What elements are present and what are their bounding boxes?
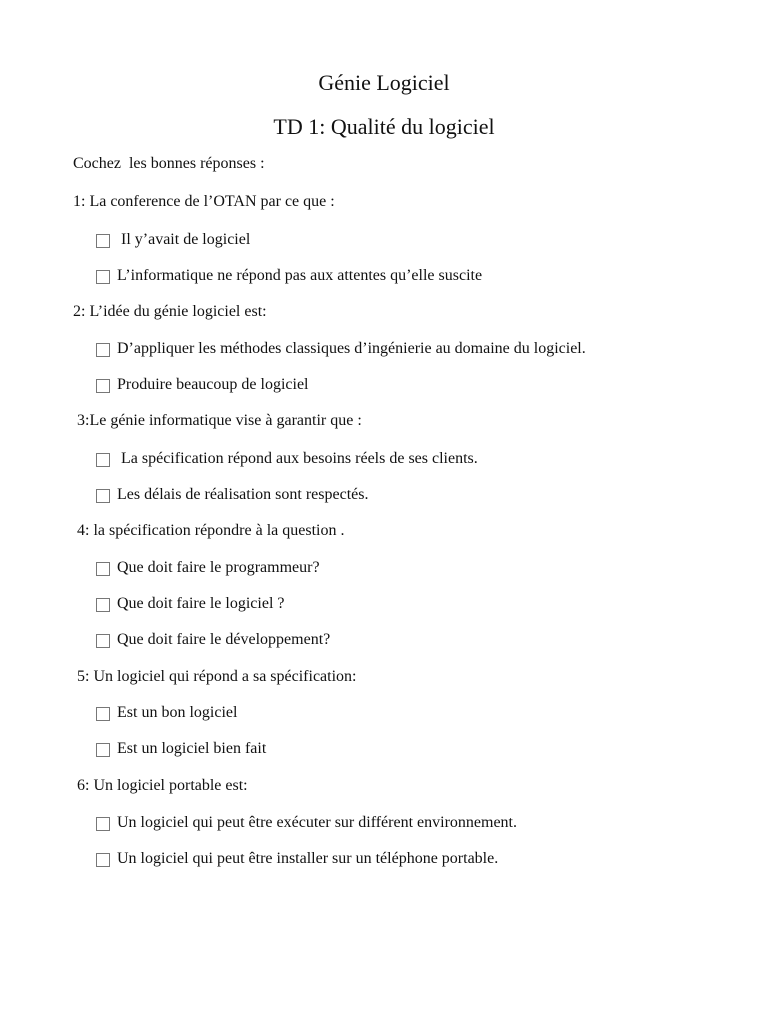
question-1: 1: La conference de l’OTAN par ce que : xyxy=(73,193,335,210)
option-label: Il y’avait de logiciel xyxy=(117,231,251,248)
question-4: 4: la spécification répondre à la question . xyxy=(73,522,345,539)
question-5: 5: Un logiciel qui répond a sa spécification: xyxy=(73,668,357,685)
question-5-option-2[interactable] xyxy=(96,739,266,759)
option-label: Est un logiciel bien fait xyxy=(117,740,267,757)
question-1-option-2[interactable] xyxy=(96,266,482,286)
checkbox[interactable] xyxy=(96,707,110,721)
checkbox[interactable] xyxy=(96,598,110,612)
checkbox[interactable] xyxy=(96,453,110,467)
checkbox[interactable] xyxy=(96,489,110,503)
option-label: Que doit faire le développement? xyxy=(117,631,331,648)
question-6-option-1[interactable] xyxy=(96,813,517,833)
checkbox[interactable] xyxy=(96,343,110,357)
question-6-option-2[interactable] xyxy=(96,849,498,869)
option-label: Produire beaucoup de logiciel xyxy=(117,376,309,393)
question-3: 3:Le génie informatique vise à garantir que : xyxy=(73,412,362,429)
checkbox[interactable] xyxy=(96,634,110,648)
option-label: D’appliquer les méthodes classiques d’ingénierie au domaine du logiciel. xyxy=(117,340,586,357)
checkbox[interactable] xyxy=(96,234,110,248)
question-2-option-2[interactable] xyxy=(96,375,309,395)
question-4-option-3[interactable] xyxy=(96,630,330,650)
question-4-option-1[interactable] xyxy=(96,558,320,578)
question-2: 2: L’idée du génie logiciel est: xyxy=(73,303,267,320)
document-subtitle: TD 1: Qualité du logiciel xyxy=(273,114,495,139)
checkbox[interactable] xyxy=(96,817,110,831)
question-4-option-2[interactable] xyxy=(96,594,284,614)
question-6: 6: Un logiciel portable est: xyxy=(73,777,248,794)
checkbox[interactable] xyxy=(96,562,110,576)
question-3-option-1[interactable] xyxy=(96,449,478,469)
option-label: Est un bon logiciel xyxy=(117,704,238,721)
option-label: Que doit faire le programmeur? xyxy=(117,559,320,576)
option-label: Les délais de réalisation sont respectés. xyxy=(117,486,369,503)
question-1-option-1[interactable] xyxy=(96,230,250,250)
checkbox[interactable] xyxy=(96,270,110,284)
option-label: Un logiciel qui peut être exécuter sur différent environnement. xyxy=(117,814,517,831)
question-2-option-1[interactable] xyxy=(96,339,586,359)
checkbox[interactable] xyxy=(96,743,110,757)
option-label: Un logiciel qui peut être installer sur un téléphone portable. xyxy=(117,850,499,867)
question-5-option-1[interactable] xyxy=(96,703,237,723)
document-title: Génie Logiciel xyxy=(318,70,450,95)
option-label: Que doit faire le logiciel ? xyxy=(117,595,285,612)
option-label: L’informatique ne répond pas aux attentes qu’elle suscite xyxy=(117,267,483,284)
checkbox[interactable] xyxy=(96,379,110,393)
question-3-option-2[interactable] xyxy=(96,485,368,505)
checkbox[interactable] xyxy=(96,853,110,867)
option-label: La spécification répond aux besoins réels de ses clients. xyxy=(117,450,478,467)
instructions: Cochez les bonnes réponses : xyxy=(73,155,265,172)
